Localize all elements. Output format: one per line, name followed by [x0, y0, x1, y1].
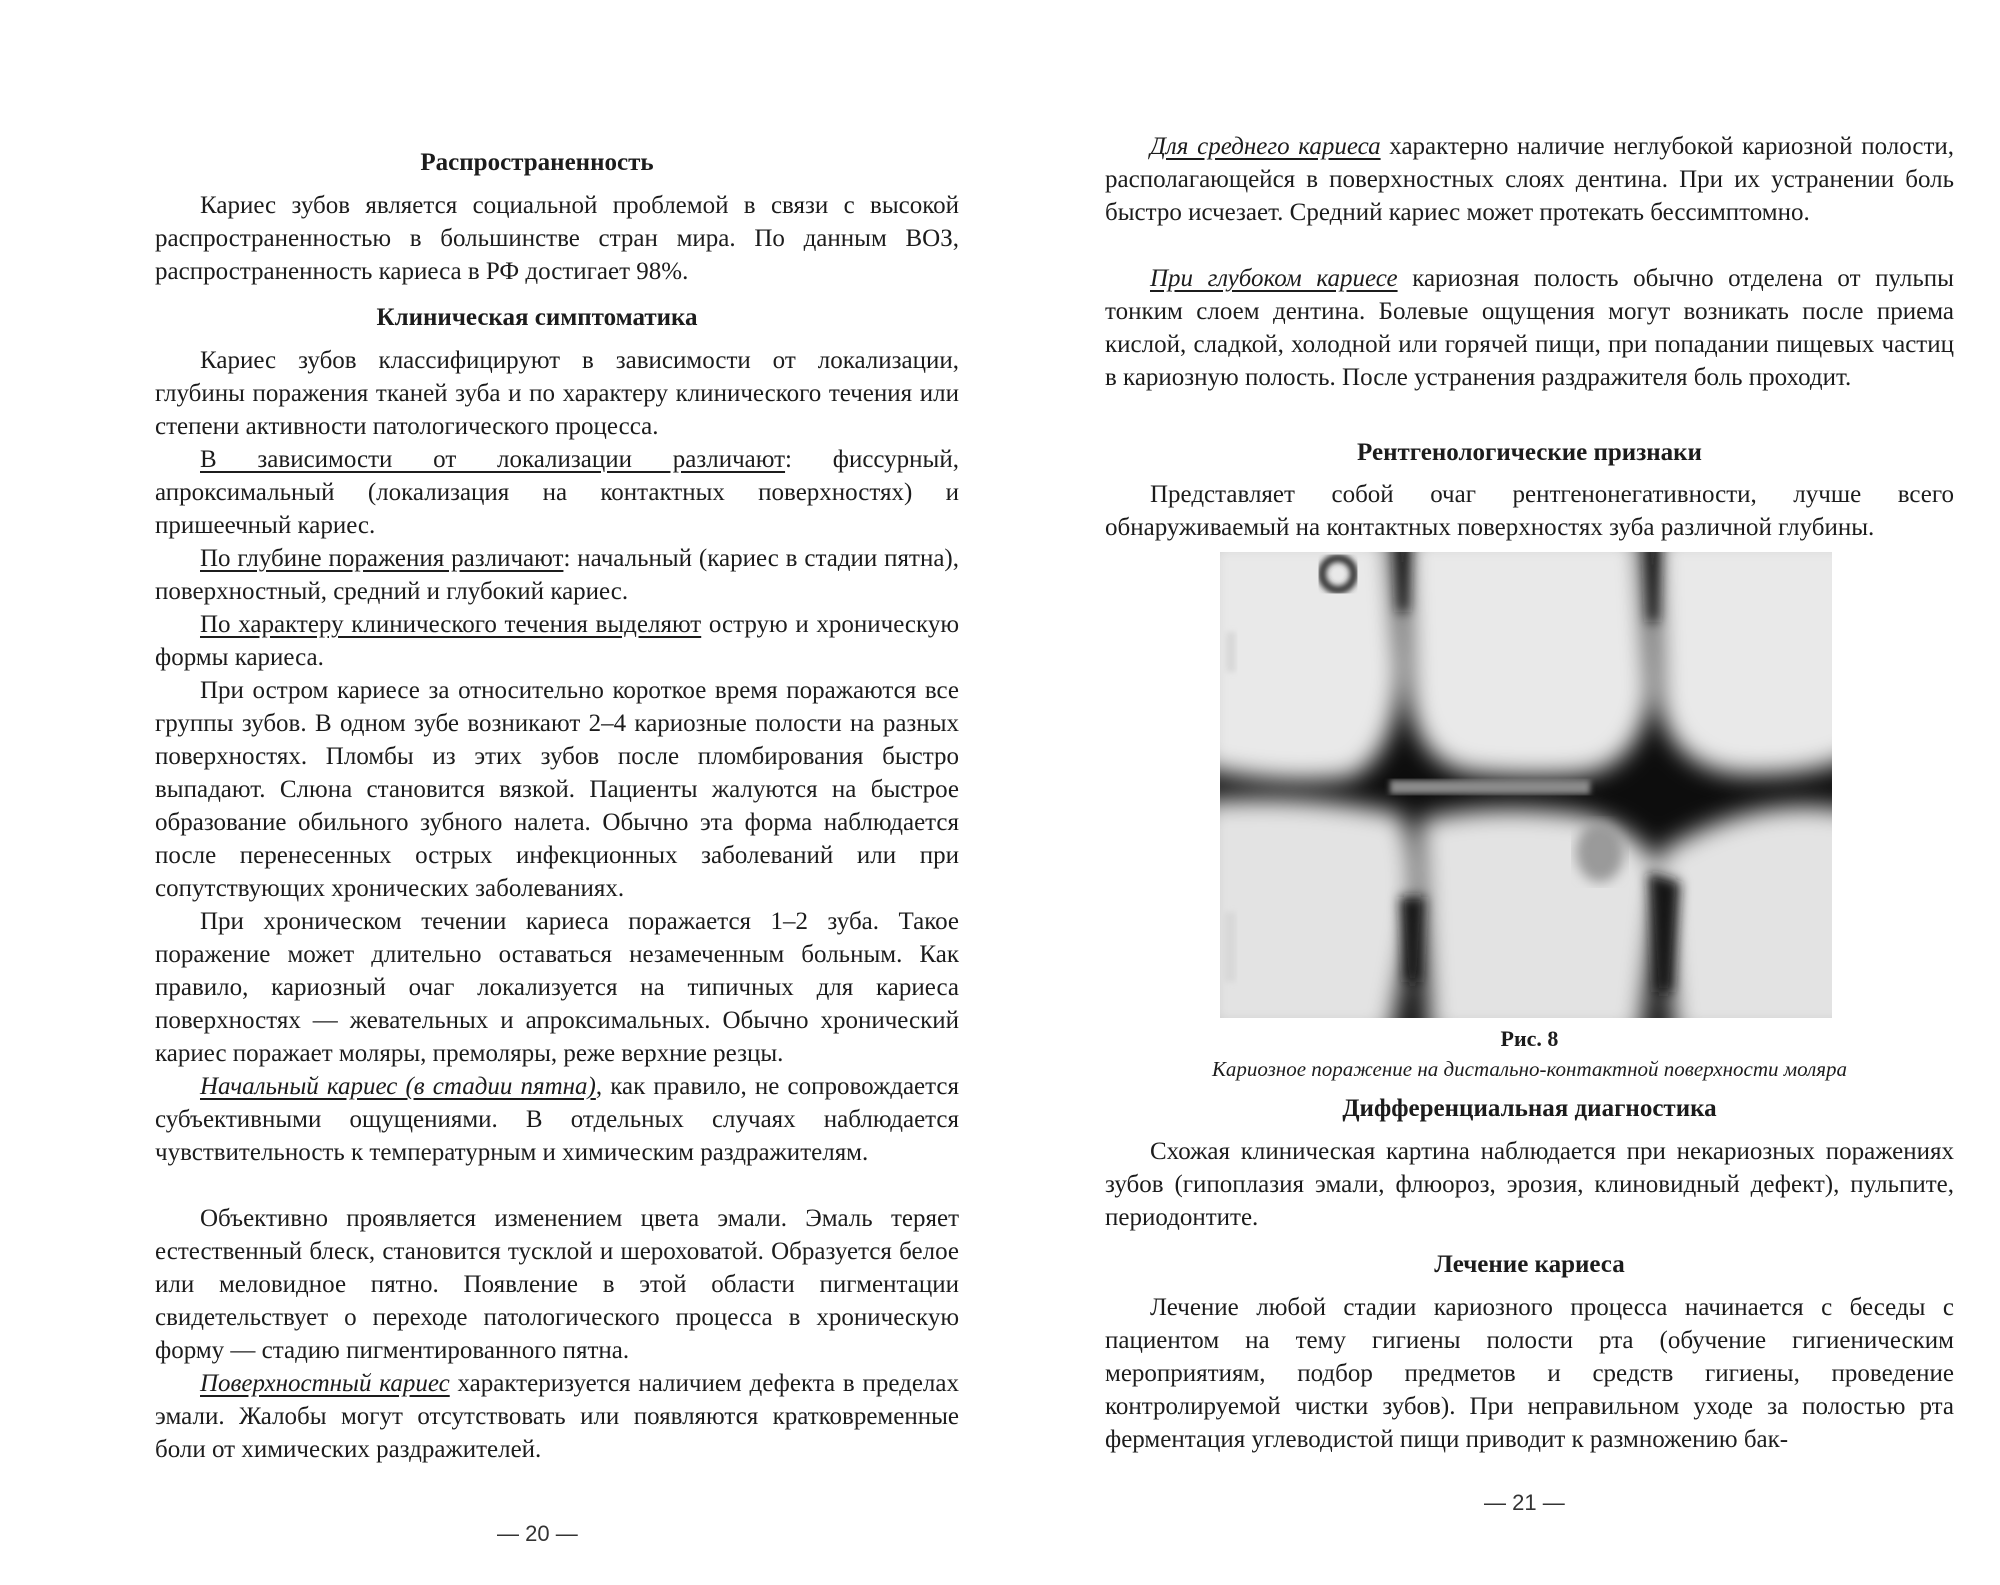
heading-clinical-symptoms: Клиническая симптоматика — [376, 304, 698, 331]
term-deep-caries: При глубоком кариесе — [1150, 265, 1398, 292]
term-by-location: В зависимости от локализации различают — [200, 446, 786, 473]
term-superficial-caries: Поверхностный кариес — [200, 1370, 450, 1397]
right-page — [1000, 0, 2000, 1585]
paragraph-objective-signs: Объективно проявляется изменением цвета эмали. Эмаль теряет естественный блеск, становится тусклой и шероховатой. Образуется белое или меловидное пятно. Появление в этой области пигментации свидетельствует о переходе патологического процесса в хроническую форму — стадию пигментированного пятна. — [155, 1205, 959, 1364]
paragraph-deep-caries: При глубоком кариесе кариозная полость обычно отделена от пульпы тонким слоем дентина. Болевые ощущения могут возникать после приема кислой, сладкой, холодной или горячей пищи, при попадании пищевых частиц в кариозную полость. После устранения раздражителя боль проходит. — [1105, 265, 1954, 391]
paragraph-chronic-caries: При хроническом течении кариеса поражается 1–2 зуба. Такое поражение может длительно оставаться незамеченным больным. Как правило, кариозный очаг локализуется на типичных для кариеса поверхностях — жевательных и апроксимальных. Обычно хронический кариес поражает моляры, премоляры, реже верхние резцы. — [155, 908, 959, 1067]
xray-image — [1220, 552, 1832, 1018]
paragraph-superficial-caries: Поверхностный кариес характеризуется наличием дефекта в пределах эмали. Жалобы могут отсутствовать или появляются кратковременные боли от химических раздражителей. — [155, 1370, 960, 1463]
page-number-right: — 21 — — [1484, 1490, 1565, 1515]
paragraph-by-course: По характеру клинического течения выделяют острую и хроническую формы кариеса. — [155, 611, 959, 671]
term-by-depth: По глубине поражения различают — [200, 545, 564, 572]
term-medium-caries: Для среднего кариеса — [1150, 133, 1381, 160]
paragraph-classification: Кариес зубов классифицируют в зависимости от локализации, глубины поражения тканей зуба и по характеру клинического течения или степени активности патологического процесса. — [155, 347, 959, 440]
heading-radiological-signs: Рентгенологические признаки — [1357, 439, 1702, 466]
term-by-course: По характеру клинического течения выделяют — [200, 611, 702, 638]
figure-label: Рис. 8 — [1500, 1026, 1559, 1051]
paragraph-medium-caries: Для среднего кариеса характерно наличие неглубокой кариозной полости, располагающейся в поверхностных слоях дентина. При их устранении боль быстро исчезает. Средний кариес может протекать бессимптомно. — [1105, 133, 1954, 226]
paragraph-by-location: В зависимости от локализации различают: фиссурный, апроксимальный (локализация на контактных поверхностях) и пришеечный кариес. — [155, 446, 959, 539]
paragraph-acute-caries: При остром кариесе за относительно короткое время поражаются все группы зубов. В одном зубе возникают 2–4 кариозные полости на разных поверхностях. Пломбы из этих зубов после пломбирования быстро выпадают. Слюна становится вязкой. Пациенты жалуются на быстрое образование обильного зубного налета. Обычно эта форма наблюдается после перенесенных острых инфекционных заболеваний или при сопутствующих хронических заболеваниях. — [155, 677, 959, 902]
paragraph-by-depth: По глубине поражения различают: начальный (кариес в стадии пятна), поверхностный, средний и глубокий кариес. — [155, 545, 959, 605]
heading-caries-treatment: Лечение кариеса — [1434, 1251, 1625, 1278]
paragraph-differential: Схожая клиническая картина наблюдается при некариозных поражениях зубов (гипоплазия эмали, флюороз, эрозия, клиновидный дефект), пульпите, периодонтите. — [1105, 1138, 1954, 1231]
paragraph-prevalence: Кариес зубов является социальной проблемой в связи с высокой распространенностью в большинстве стран мира. По данным ВОЗ, распространенность кариеса в РФ достигает 98%. — [155, 192, 959, 285]
xray-illustration — [1220, 552, 1832, 1018]
heading-differential-diagnosis: Дифференциальная диагностика — [1342, 1095, 1717, 1122]
paragraph-initial-caries: Начальный кариес (в стадии пятна), как правило, не сопровождается субъективными ощущениями. В отдельных случаях наблюдается чувствительность к температурным и химическим раздражителям. — [155, 1073, 959, 1166]
paragraph-radiological: Представляет собой очаг рентгенонегативности, лучше всего обнаруживаемый на контактных поверхностях зуба различной глубины. — [1105, 481, 1954, 541]
term-initial-caries: Начальный кариес (в стадии пятна) — [200, 1073, 596, 1100]
heading-prevalence: Распространенность — [420, 149, 654, 176]
paragraph-treatment: Лечение любой стадии кариозного процесса начинается с беседы с пациентом на тему гигиены полости рта (обучение гигиеническим мероприятиям, подбор предметов и средств гигиены, проведение контролируемой чистки зубов). При неправильном уходе за полостью рта ферментация углеводистой пищи приводит к размножению бак- — [1105, 1294, 1954, 1453]
page-number-left: — 20 — — [497, 1521, 578, 1546]
figure-caption: Кариозное поражение на дистально-контактной поверхности моляра — [1211, 1057, 1848, 1081]
